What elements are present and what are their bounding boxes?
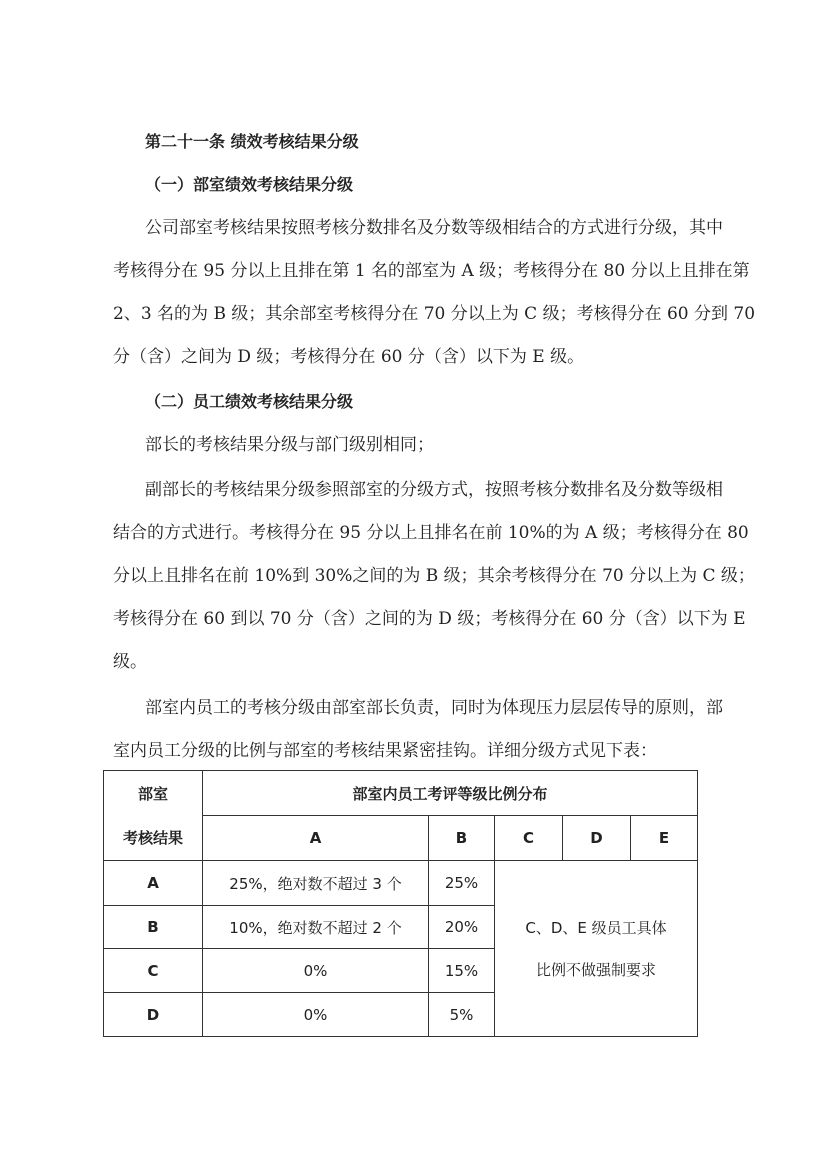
paragraph-line: 分以上且排名在前 10%到 30%之间的为 B 级；其余考核得分在 70 分以上为 C 级； <box>113 566 755 586</box>
section1-heading: （一）部室绩效考核结果分级 <box>145 175 354 194</box>
paragraph-line: 级。 <box>113 652 147 672</box>
paragraph-line: 考核得分在 60 到以 70 分（含）之间的为 D 级；考核得分在 60 分（含）以下为 E <box>113 609 746 629</box>
header-text: 考核结果 <box>122 828 183 847</box>
grade-a-ratio: 0% <box>203 949 429 993</box>
grade-col-d: D <box>563 816 631 861</box>
cde-note <box>495 861 698 1037</box>
grade-a-ratio: 10%，绝对数不超过 2 个 <box>203 906 429 949</box>
grade-col-a: A <box>203 816 429 861</box>
grade-a-ratio: 0% <box>203 993 429 1037</box>
paragraph-line: 2、3 名的为 B 级；其余部室考核得分在 70 分以上为 C 级；考核得分在 60 分到 70 <box>113 304 756 324</box>
paragraph-line: 副部长的考核结果分级参照部室的分级方式，按照考核分数排名及分数等级相 <box>145 480 723 500</box>
grade-col-e: E <box>631 816 698 861</box>
article-title: 第二十一条 绩效考核结果分级 <box>145 132 359 151</box>
grade-b-ratio: 5% <box>429 993 495 1037</box>
paragraph-line: 部长的考核结果分级与部门级别相同； <box>145 435 434 455</box>
dept-grade: B <box>104 906 203 949</box>
paragraph-line: 分（含）之间为 D 级；考核得分在 60 分（含）以下为 E 级。 <box>113 347 585 367</box>
grade-distribution-table <box>103 770 698 1037</box>
header-text: 部室 <box>137 784 168 803</box>
paragraph-line: 公司部室考核结果按照考核分数排名及分数等级相结合的方式进行分级，其中 <box>145 218 723 238</box>
dept-grade: A <box>104 861 203 906</box>
paragraph-line: 室内员工分级的比例与部室的考核结果紧密挂钩。详细分级方式见下表： <box>113 741 657 761</box>
dept-grade: C <box>104 949 203 993</box>
grade-b-ratio: 15% <box>429 949 495 993</box>
distribution-header: 部室内员工考评等级比例分布 <box>203 771 698 816</box>
paragraph-line: 结合的方式进行。考核得分在 95 分以上且排名在前 10%的为 A 级；考核得分在 80 <box>113 523 749 543</box>
dept-grade: D <box>104 993 203 1037</box>
grade-a-ratio: 25%，绝对数不超过 3 个 <box>203 861 429 906</box>
dept-result-header <box>104 771 203 861</box>
grade-col-c: C <box>495 816 563 861</box>
note-text: C、D、E 级员工具体 <box>525 918 667 937</box>
note-text: 比例不做强制要求 <box>535 960 656 979</box>
paragraph-line: 考核得分在 95 分以上且排在第 1 名的部室为 A 级；考核得分在 80 分以上且排在第 <box>113 261 750 281</box>
paragraph-line: 部室内员工的考核分级由部室部长负责，同时为体现压力层层传导的原则，部 <box>145 698 723 718</box>
grade-b-ratio: 25% <box>429 861 495 906</box>
table-row <box>104 861 698 906</box>
grade-col-b: B <box>429 816 495 861</box>
section2-heading: （二）员工绩效考核结果分级 <box>145 392 354 411</box>
grade-b-ratio: 20% <box>429 906 495 949</box>
